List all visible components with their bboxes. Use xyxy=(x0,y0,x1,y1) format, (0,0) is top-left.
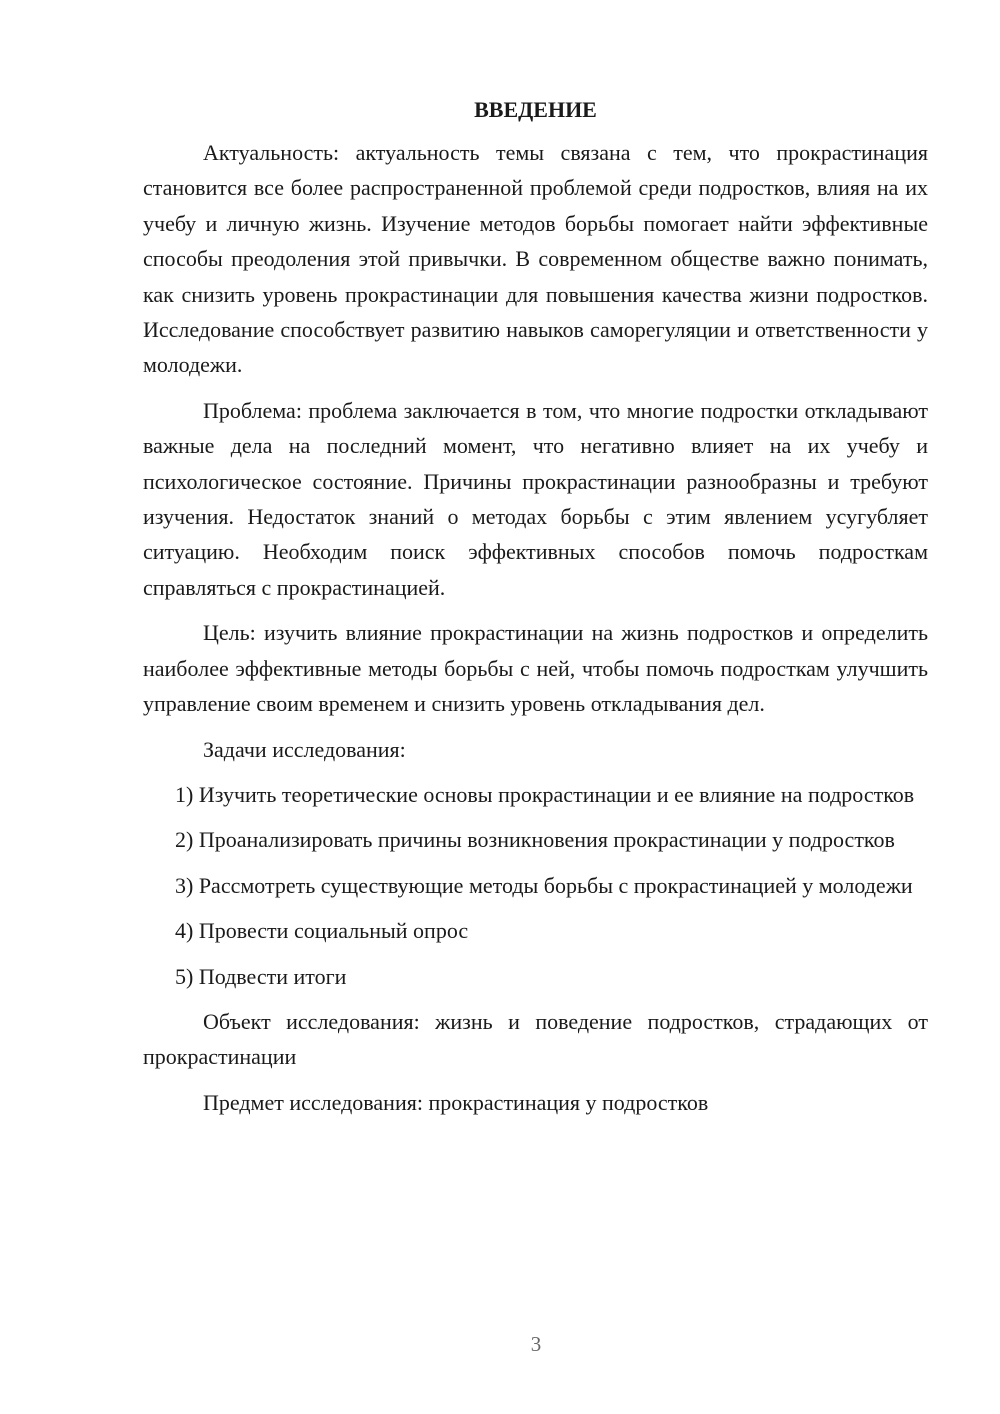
tasks-list xyxy=(143,777,928,994)
page-number: 3 xyxy=(530,1332,542,1356)
task-item: 4) Провести социальный опрос xyxy=(175,918,469,944)
relevance-paragraph: Актуальность: актуальность темы связана с тем, что прокрастинация становится все более распространенной проблемой среди подростков, влияя на их учебу и личную жизнь. Изучение методов борьбы помогает найти эффективные способы преодоления этой привычки. В современном обществе важно понимать, как снизить уровень прокрастинации для повышения качества жизни подростков. Исследование способствует развитию навыков саморегуляции и ответственности у молодежи. xyxy=(143,140,928,378)
document-body xyxy=(143,92,928,1130)
object-paragraph: Объект исследования: жизнь и поведение подростков, страдающих от прокрастинации xyxy=(143,1008,928,1070)
tasks-heading: Задачи исследования: xyxy=(203,736,406,762)
task-item: 5) Подвести итоги xyxy=(175,963,347,989)
subject-paragraph: Предмет исследования: прокрастинация у подростков xyxy=(203,1089,709,1115)
task-item: 2) Проанализировать причины возникновения прокрастинации у подростков xyxy=(175,827,895,853)
goal-paragraph: Цель: изучить влияние прокрастинации на жизнь подростков и определить наиболее эффективные методы борьбы с ней, чтобы помочь подросткам улучшить управление своим временем и снизить уровень откладывания дел. xyxy=(143,620,928,717)
problem-paragraph: Проблема: проблема заключается в том, что многие подростки откладывают важные дела на последний момент, что негативно влияет на их учебу и психологическое состояние. Причины прокрастинации разнообразны и требуют изучения. Недостаток знаний о методах борьбы с этим явлением усугубляет ситуацию. Необходим поиск эффективных способов помочь подросткам справляться с прокрастинацией. xyxy=(143,397,928,600)
task-item: 1) Изучить теоретические основы прокрастинации и ее влияние на подростков xyxy=(175,781,915,807)
page-title: ВВЕДЕНИЕ xyxy=(474,97,597,122)
task-item: 3) Рассмотреть существующие методы борьбы с прокрастинацией у молодежи xyxy=(175,872,913,898)
